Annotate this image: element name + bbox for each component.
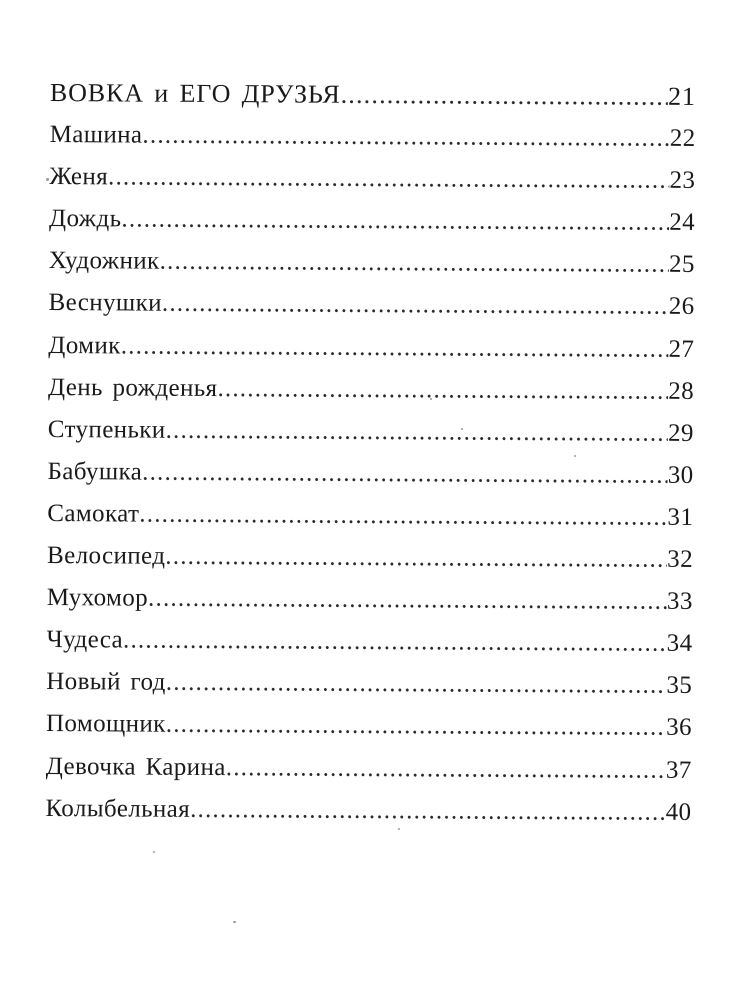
toc-entry-title: Колыбельная bbox=[45, 794, 191, 823]
dot-leader bbox=[190, 788, 666, 833]
toc-entry-page-number: 35 bbox=[666, 672, 693, 700]
toc-entry-page-number: 31 bbox=[667, 503, 694, 531]
dot-leader bbox=[142, 451, 668, 496]
toc-entry-page-number: 21 bbox=[667, 81, 696, 111]
toc-entry-title: Самокат bbox=[47, 499, 140, 528]
toc-entry-title: Новый год bbox=[46, 668, 166, 697]
toc-entry-title: Мухомор bbox=[46, 584, 149, 612]
dot-leader bbox=[162, 283, 669, 328]
toc-entry-title: Ступеньки bbox=[47, 415, 166, 444]
dot-leader bbox=[166, 662, 667, 707]
toc-entry-page-number: 33 bbox=[666, 587, 693, 616]
dot-leader bbox=[108, 157, 670, 203]
toc-entry-page-number: 37 bbox=[665, 756, 692, 784]
dot-leader bbox=[123, 620, 667, 665]
toc-entry-page-number: 26 bbox=[668, 293, 695, 321]
toc-entry bbox=[49, 198, 695, 244]
toc-entry-title: Дождь bbox=[49, 205, 122, 233]
toc-entry-title: Художник bbox=[48, 247, 160, 276]
dot-leader bbox=[139, 493, 667, 538]
paper-speck bbox=[430, 398, 432, 400]
toc-entry bbox=[46, 619, 692, 665]
toc-entry-title: Чудеса bbox=[46, 626, 124, 654]
toc-entry bbox=[49, 156, 695, 202]
toc-entry-page-number: 23 bbox=[669, 166, 696, 195]
toc-entry bbox=[46, 661, 692, 707]
toc-entry-title: Женя bbox=[49, 163, 109, 191]
toc-entry bbox=[47, 577, 693, 623]
toc-entry-title: Помощник bbox=[45, 710, 166, 739]
toc-entry-page-number: 30 bbox=[667, 461, 694, 489]
toc-entry bbox=[49, 240, 695, 286]
table-of-contents bbox=[45, 72, 696, 834]
dot-leader bbox=[148, 578, 667, 623]
toc-entry-title: Машина bbox=[49, 121, 143, 149]
dot-leader bbox=[341, 74, 669, 118]
toc-entry-page-number: 25 bbox=[668, 251, 695, 279]
toc-entry-page-number: 28 bbox=[668, 377, 695, 405]
dot-leader bbox=[217, 368, 668, 413]
toc-entry bbox=[47, 535, 693, 581]
toc-entry bbox=[48, 325, 694, 371]
toc-entry-page-number: 32 bbox=[667, 545, 694, 573]
dot-leader bbox=[166, 704, 667, 749]
toc-entry-title: Девочка Карина bbox=[45, 752, 226, 781]
toc-entry bbox=[49, 114, 695, 160]
toc-entry-page-number: 27 bbox=[668, 335, 695, 363]
dot-leader bbox=[159, 241, 669, 286]
toc-entry bbox=[48, 409, 694, 455]
paper-speck bbox=[46, 178, 49, 181]
toc-entry bbox=[46, 745, 692, 791]
paper-speck bbox=[574, 455, 576, 457]
toc-entry-title: Велосипед bbox=[46, 542, 166, 570]
paper-speck bbox=[461, 428, 463, 430]
dot-leader bbox=[142, 115, 670, 160]
toc-entry bbox=[48, 282, 694, 328]
toc-entry-title: Веснушки bbox=[48, 289, 163, 318]
toc-entry bbox=[48, 367, 694, 413]
toc-entry-title: Бабушка bbox=[47, 457, 143, 486]
dot-leader bbox=[165, 536, 667, 581]
paper-speck bbox=[398, 828, 400, 830]
toc-entry-section-heading bbox=[50, 72, 696, 118]
toc-entry bbox=[45, 788, 691, 834]
toc-entry-page-number: 29 bbox=[667, 419, 694, 447]
toc-entry-title: День рожденья bbox=[47, 373, 218, 402]
dot-leader bbox=[121, 199, 669, 244]
toc-entry-page-number: 22 bbox=[669, 124, 696, 153]
toc-entry-page-number: 36 bbox=[666, 714, 693, 742]
toc-entry bbox=[47, 493, 693, 539]
toc-entry-page-number: 24 bbox=[669, 209, 696, 237]
dot-leader bbox=[166, 409, 669, 454]
dot-leader bbox=[121, 325, 669, 370]
toc-entry-title: ВОВКА и ЕГО ДРУЗЬЯ bbox=[49, 77, 341, 109]
toc-entry-title: Домик bbox=[48, 331, 121, 359]
dot-leader bbox=[226, 747, 666, 792]
paper-speck bbox=[233, 921, 236, 923]
toc-entry-page-number: 40 bbox=[665, 798, 692, 826]
paper-speck bbox=[153, 851, 155, 853]
toc-entry bbox=[47, 451, 693, 497]
toc-entry bbox=[46, 703, 692, 749]
toc-entry-page-number: 34 bbox=[666, 629, 693, 658]
